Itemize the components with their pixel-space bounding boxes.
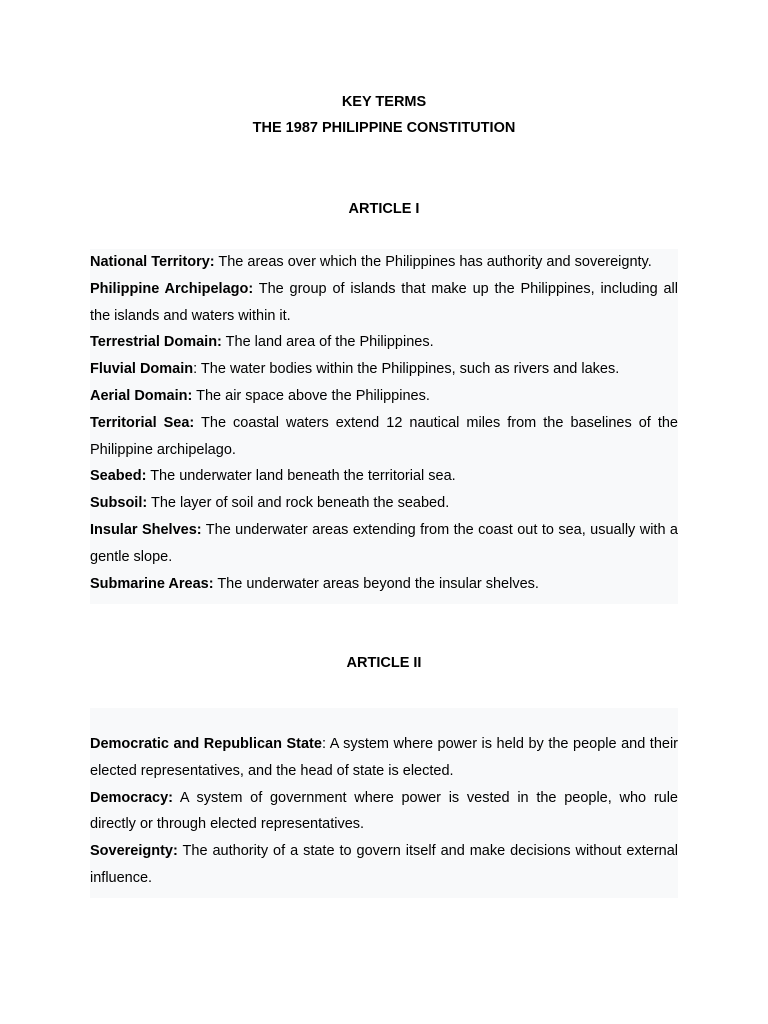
term-name: Fluvial Domain [90,361,194,378]
term-entry [90,356,678,383]
term-entry [90,383,678,410]
term-name: Sovereignty: [90,843,178,860]
term-entry [90,463,678,490]
term-name: Aerial Domain: [90,387,193,404]
term-entry [90,785,678,839]
term-definition: The underwater areas beyond the insular shelves. [213,575,539,592]
article-1-terms [90,249,678,604]
term-name: Submarine Areas: [90,575,214,592]
term-entry [90,731,678,785]
term-name: Subsoil: [90,495,148,512]
term-definition: : A system where power is held by the people and their elected representatives, and the head of state is elected. [90,736,678,779]
term-definition: The areas over which the Philippines has authority and sovereignty. [214,254,652,270]
term-entry [90,838,678,892]
term-definition: The authority of a state to govern itself and make decisions without external influence. [90,843,678,886]
term-name: Seabed: [90,468,147,485]
term-name: Terrestrial Domain: [90,334,222,351]
term-definition: The layer of soil and rock beneath the seabed. [147,495,450,512]
term-definition: The air space above the Philippines. [192,387,430,404]
term-name: National Territory: [90,254,215,270]
article-2-terms [90,708,678,898]
document-subtitle: THE 1987 PHILIPPINE CONSTITUTION [252,120,516,136]
term-entry [90,329,678,356]
term-entry [90,276,678,330]
article-1-heading: ARTICLE I [348,201,420,217]
term-definition: The group of islands that make up the Philippines, including all the islands and waters within it. [90,280,679,324]
term-name: Philippine Archipelago: [90,280,254,297]
term-entry [90,249,678,276]
term-definition: : The water bodies within the Philippines, such as rivers and lakes. [193,361,620,378]
term-definition: A system of government where power is vested in the people, who rule directly or through elected representatives. [90,789,678,833]
term-entry [90,490,678,517]
term-definition: The underwater land beneath the territorial sea. [146,468,456,485]
term-name: Insular Shelves: [90,521,202,538]
term-entry [90,517,678,571]
term-definition: The underwater areas extending from the coast out to sea, usually with a gentle slope. [90,521,678,565]
article-2-heading: ARTICLE II [346,655,422,671]
term-name: Democratic and Republican State [90,736,322,752]
term-entry [90,571,678,598]
term-name: Democracy: [90,789,174,806]
term-name: Territorial Sea: [90,414,195,431]
term-definition: The coastal waters extend 12 nautical miles from the baselines of the Philippine archipelago. [90,414,678,458]
term-entry [90,410,678,464]
term-definition: The land area of the Philippines. [221,334,434,351]
document-title: KEY TERMS [341,94,427,110]
